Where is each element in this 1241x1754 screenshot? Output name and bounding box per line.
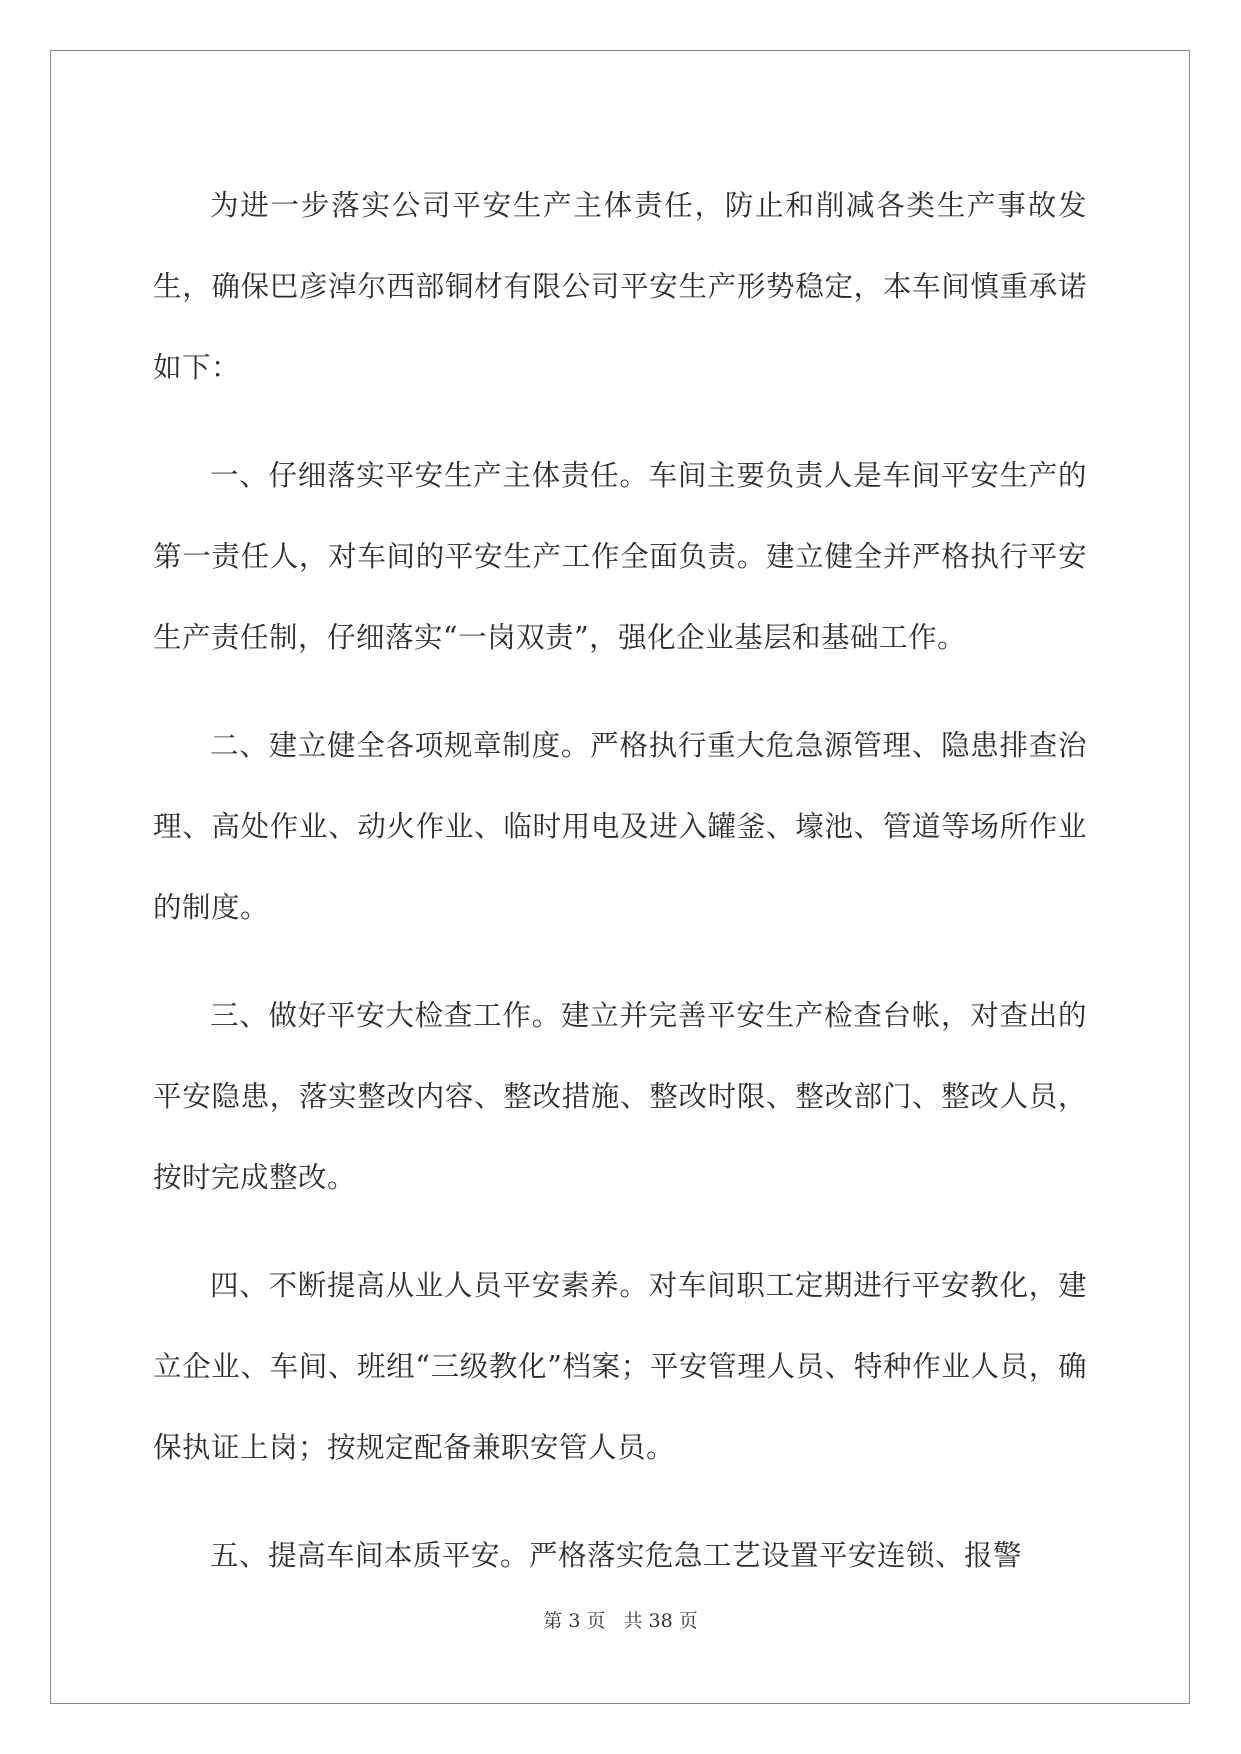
paragraph-item-1: 一、仔细落实平安生产主体责任。车间主要负责人是车间平安生产的第一责任人，对车间的平安生产工作全面负责。建立健全并严格执行平安生产责任制，仔细落实“一岗双责”，强化企业基层和基础工作。: [153, 459, 1087, 654]
page-total: 共 38 页: [623, 1610, 698, 1632]
paragraph-item-5: 五、提高车间本质平安。严格落实危急工艺设置平安连锁、报警: [210, 1539, 1023, 1572]
document-body: [153, 165, 1087, 1623]
page-footer: [0, 1606, 1241, 1633]
paragraph-intro: 为进一步落实公司平安生产主体责任，防止和削减各类生产事故发生，确保巴彦淖尔西部铜材有限公司平安生产形势稳定，本车间慎重承诺如下：: [153, 189, 1087, 384]
page-number: 第 3 页: [543, 1610, 606, 1632]
paragraph-item-2: 二、建立健全各项规章制度。严格执行重大危急源管理、隐患排查治理、高处作业、动火作业、临时用电及进入罐釜、壕池、管道等场所作业的制度。: [153, 729, 1087, 924]
paragraph-item-4: 四、不断提高从业人员平安素养。对车间职工定期进行平安教化，建立企业、车间、班组“三级教化”档案；平安管理人员、特种作业人员，确保执证上岗；按规定配备兼职安管人员。: [153, 1269, 1087, 1464]
paragraph-item-3: 三、做好平安大检查工作。建立并完善平安生产检查台帐，对查出的平安隐患，落实整改内容、整改措施、整改时限、整改部门、整改人员，按时完成整改。: [153, 999, 1087, 1194]
